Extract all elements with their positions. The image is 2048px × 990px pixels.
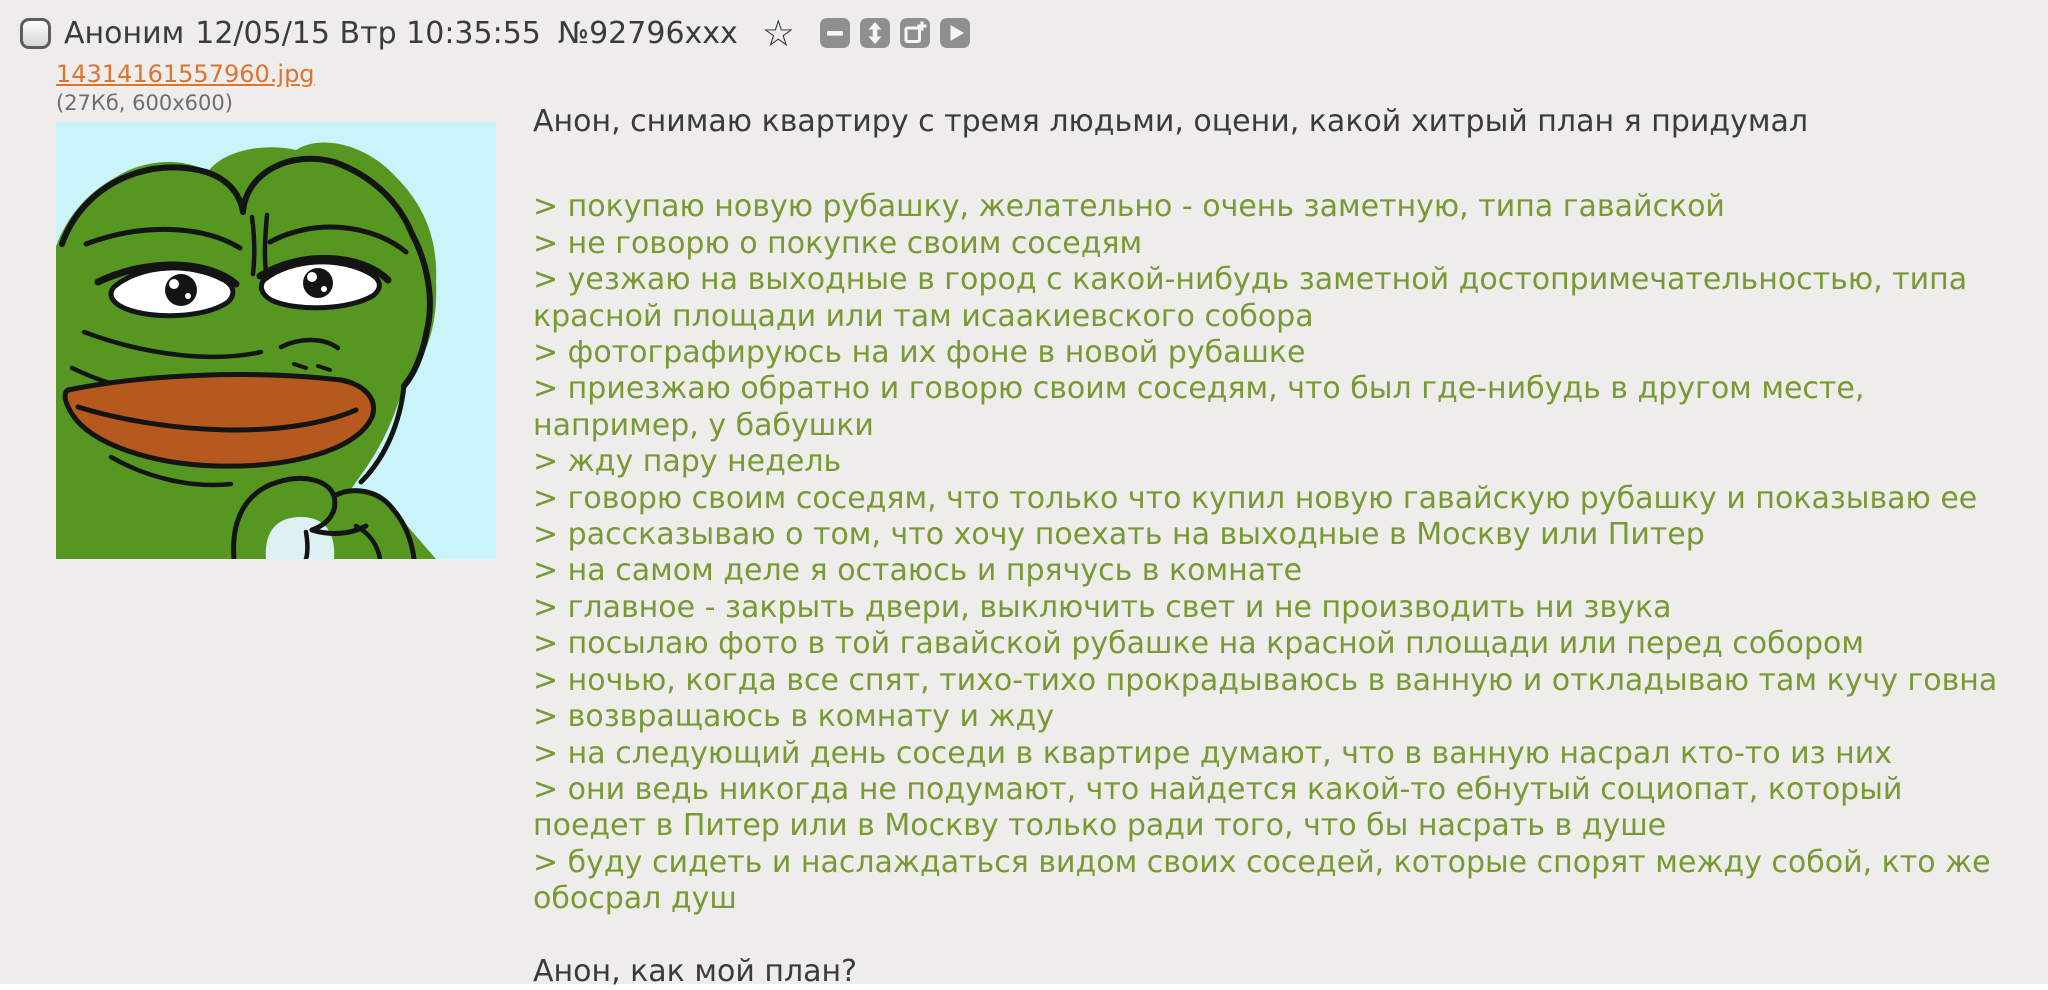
greentext-line: > не говорю о покупке своим соседям bbox=[533, 225, 1143, 261]
post-text-intro: Анон, снимаю квартиру с тремя людьми, оцени, какой хитрый план я придумал bbox=[533, 104, 1809, 139]
open-in-new-button[interactable] bbox=[900, 18, 930, 48]
expand-post-button[interactable] bbox=[860, 18, 890, 48]
post-select-checkbox[interactable] bbox=[20, 18, 51, 49]
greentext-line: > посылаю фото в той гавайской рубашке на красной площади или перед собором bbox=[533, 626, 1865, 662]
post-image-thumbnail[interactable] bbox=[56, 122, 496, 559]
post-header bbox=[20, 13, 970, 53]
greentext-block bbox=[533, 189, 2021, 917]
file-link[interactable]: 14314161557960.jpg bbox=[56, 60, 315, 88]
greentext-line: > ночью, когда все спят, тихо-тихо прокрадываюсь в ванную и откладываю там кучу говна bbox=[533, 662, 1998, 698]
greentext-line: > они ведь никогда не подумают, что найдется какой-то ебнутый социопат, который поедет в Питер или в Москву только ради того, что бы насрать в душе bbox=[533, 771, 1903, 844]
file-block bbox=[56, 60, 496, 559]
greentext-line: > жду пару недель bbox=[533, 444, 842, 480]
play-icon bbox=[940, 18, 970, 48]
greentext-line: > покупаю новую рубашку, желательно - очень заметную, типа гавайской bbox=[533, 189, 1725, 225]
post-text-question: Анон, как мой план? bbox=[533, 953, 858, 989]
hide-post-button[interactable] bbox=[820, 18, 850, 48]
greentext-line: > возвращаюсь в комнату и жду bbox=[533, 699, 1055, 735]
greentext-line: > главное - закрыть двери, выключить свет и не производить ни звука bbox=[533, 589, 1672, 625]
up-down-arrows-icon bbox=[860, 18, 890, 48]
play-button[interactable] bbox=[940, 18, 970, 48]
post-datetime: 12/05/15 Втр 10:35:55 bbox=[195, 15, 541, 51]
greentext-line: > рассказываю о том, что хочу поехать на выходные в Москву или Питер bbox=[533, 517, 1705, 553]
greentext-line: > приезжаю обратно и говорю своим соседям, что был где-нибудь в другом месте, например, у бабушки bbox=[533, 371, 1865, 443]
smug-pepe-image bbox=[56, 122, 496, 559]
greentext-line: > буду сидеть и наслаждаться видом своих соседей, которые спорят между собой, кто же обосрал душ bbox=[533, 844, 1991, 917]
greentext-line: > говорю своим соседям, что только что купил новую гавайскую рубашку и показываю ее bbox=[533, 480, 1978, 516]
greentext-line: > фотографируюсь на их фоне в новой рубашке bbox=[533, 335, 1306, 371]
greentext-line: > на следующий день соседи в квартире думают, что в ванную насрал кто-то из них bbox=[533, 735, 1893, 771]
greentext-line: > уезжаю на выходные в город с какой-нибудь заметной достопримечательностью, типа красной площади или там исаакиевского собора bbox=[533, 262, 1968, 334]
minus-icon bbox=[820, 18, 850, 48]
poster-name: Аноним bbox=[64, 15, 185, 51]
post-body bbox=[533, 104, 2021, 990]
file-meta: (27Кб, 600x600) bbox=[56, 91, 233, 115]
greentext-line: > на самом деле я остаюсь и прячусь в комнате bbox=[533, 553, 1303, 589]
favorite-star-icon[interactable]: ☆ bbox=[761, 11, 795, 55]
post-number-link[interactable]: №92796xxx bbox=[557, 15, 738, 51]
window-plus-icon bbox=[900, 18, 930, 48]
